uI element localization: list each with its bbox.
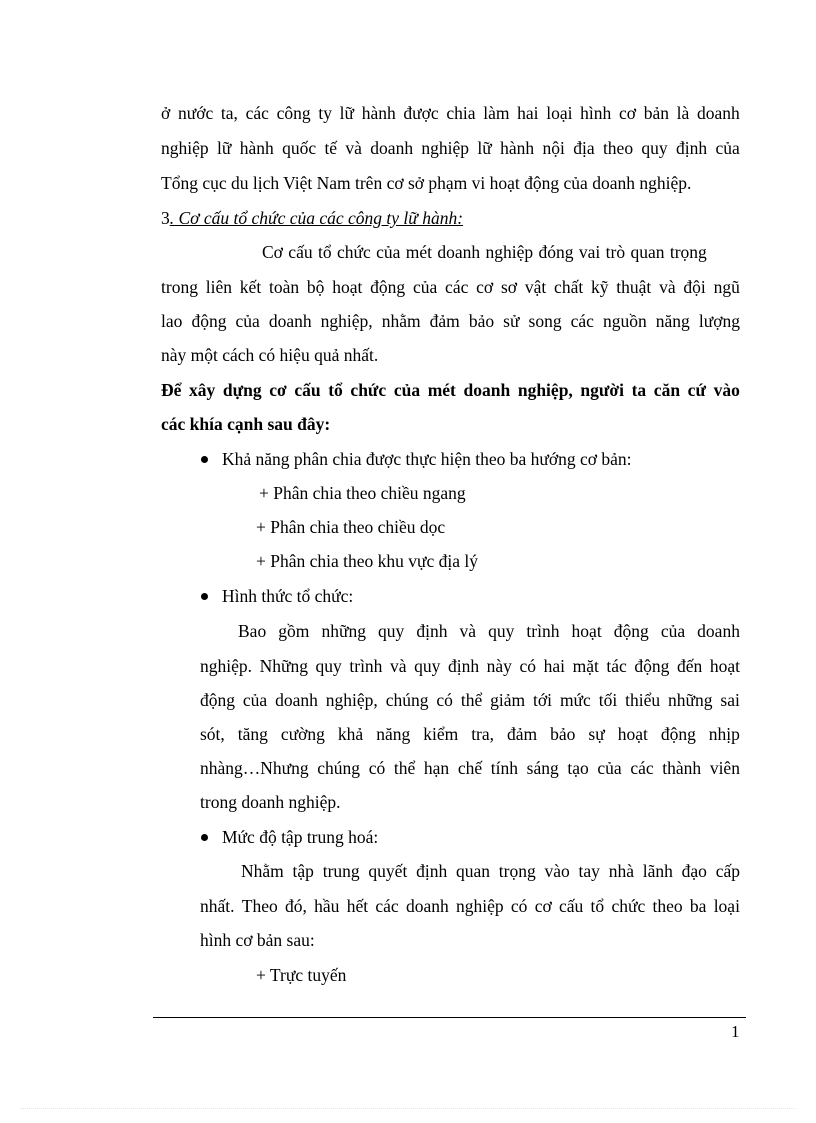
word: cấu	[294, 380, 321, 400]
word: nhằm	[381, 311, 421, 331]
word: song	[528, 311, 562, 331]
word: tổ	[590, 896, 605, 916]
footer-rule	[153, 1017, 746, 1018]
word: và	[659, 277, 676, 297]
word: tạo	[567, 758, 589, 778]
word: trong	[161, 277, 198, 297]
word: hoạt	[571, 621, 602, 641]
word: động	[200, 690, 235, 710]
word: người	[580, 380, 624, 400]
word: hoạt	[709, 656, 740, 676]
word: trình	[349, 656, 383, 676]
word: ta,	[220, 103, 238, 123]
word: Để	[161, 380, 182, 400]
para1-line1	[161, 102, 740, 124]
word: có	[510, 896, 528, 916]
word: doanh	[697, 621, 740, 641]
word: lữ	[216, 138, 232, 158]
word: sơ	[500, 277, 518, 297]
word: chúng	[385, 690, 429, 710]
word: kết	[239, 277, 262, 297]
word: sự	[588, 724, 605, 744]
word: hình	[580, 103, 612, 123]
word: liên	[205, 277, 232, 297]
word: những	[321, 621, 366, 641]
word: quyết	[368, 861, 408, 881]
word: định	[676, 138, 708, 158]
word: khả	[337, 724, 364, 744]
word: kỹ	[591, 277, 609, 297]
word: vào	[544, 861, 570, 881]
page-bottom-dotted-line	[20, 1108, 796, 1109]
bullet3-text: Mức độ tập trung hoá:	[222, 827, 379, 847]
word: có	[436, 690, 453, 710]
bullet-dot-1	[201, 456, 208, 463]
word: vật	[524, 277, 547, 297]
word: nghiệp.	[200, 656, 253, 676]
word: các	[245, 103, 269, 123]
word: đảm	[507, 724, 538, 744]
word: tính	[490, 758, 518, 778]
bullet2-text: Hình thức tổ chức:	[222, 586, 354, 606]
bullet2-line3	[200, 689, 740, 711]
word: cấp	[715, 861, 740, 881]
word: và	[345, 138, 362, 158]
word: động	[613, 621, 649, 641]
page-number: 1	[731, 1022, 740, 1041]
bullet3-line3: hình cơ bản sau:	[200, 930, 315, 950]
word: mức	[559, 690, 591, 710]
word: của	[715, 138, 740, 158]
bullet3-line1	[241, 860, 740, 882]
word: doanh	[370, 138, 414, 158]
word: tổ	[328, 380, 343, 400]
word: căn	[653, 380, 681, 400]
bullet3-line2	[200, 895, 740, 917]
word: chia	[446, 103, 476, 123]
word: tập	[292, 861, 314, 881]
word: của	[235, 311, 260, 331]
word: và	[459, 621, 477, 641]
word: hành	[500, 138, 535, 158]
word: định	[416, 621, 448, 641]
bullet2-line5	[200, 757, 740, 779]
para1-line2	[161, 137, 740, 159]
word: tối	[598, 690, 618, 710]
bullet2-line4	[200, 723, 740, 745]
word: sử	[503, 311, 520, 331]
word: động	[634, 656, 670, 676]
word: doanh	[405, 896, 449, 916]
word: được	[403, 103, 439, 123]
word: hoạt	[617, 724, 648, 744]
para2-line1: Cơ cấu tổ chức của mét doanh nghiệp đóng vai trò quan trọng	[262, 242, 707, 262]
word: ty	[318, 103, 332, 123]
word: nghiệp	[455, 896, 504, 916]
word: trung	[322, 861, 360, 881]
word: định	[447, 656, 480, 676]
word: chất	[554, 277, 584, 297]
word: của	[597, 758, 622, 778]
word: đến	[676, 656, 703, 676]
word: mặt	[572, 656, 599, 676]
section-heading	[161, 207, 463, 229]
word: hết	[346, 896, 369, 916]
word: theo	[602, 138, 634, 158]
word: viên	[709, 758, 740, 778]
word: quy	[641, 138, 668, 158]
word: doanh	[463, 380, 511, 400]
para2-line2	[161, 276, 740, 298]
word: hành	[239, 138, 274, 158]
word: nhà	[608, 861, 634, 881]
word: của	[660, 621, 686, 641]
word: loại	[546, 103, 573, 123]
word: sót,	[200, 724, 225, 744]
word: giảm	[490, 690, 526, 710]
word: động	[191, 311, 227, 331]
word: tăng	[237, 724, 268, 744]
word: quốc	[282, 138, 317, 158]
word: loại	[713, 896, 740, 916]
bullet-dot-3	[201, 834, 208, 841]
word: địa	[573, 138, 595, 158]
word: đó,	[285, 896, 307, 916]
word: ta	[631, 380, 647, 400]
word: định	[416, 861, 448, 881]
word: đạo	[681, 861, 707, 881]
word: doanh	[696, 103, 740, 123]
word: đội	[683, 277, 706, 297]
bullet-dot-2	[201, 593, 208, 600]
word: xây	[189, 380, 216, 400]
word: các	[375, 896, 399, 916]
word: quy	[315, 656, 342, 676]
word: doanh	[275, 690, 318, 710]
word: thiểu	[625, 690, 661, 710]
word: hoạt	[332, 277, 363, 297]
word: sai	[720, 690, 740, 710]
word: hạn	[423, 758, 450, 778]
word: mét	[427, 380, 456, 400]
word: ngũ	[713, 277, 740, 297]
word: nghiệp,	[320, 311, 373, 331]
word: lữ	[477, 138, 492, 158]
word: sáng	[526, 758, 559, 778]
word: động	[370, 277, 406, 297]
word: năng	[655, 311, 690, 331]
word: những	[668, 690, 713, 710]
word: lượng	[698, 311, 740, 331]
bullet2-line2	[200, 655, 740, 677]
word: kiểm	[423, 724, 459, 744]
word: công	[276, 103, 311, 123]
word: nghiệp,	[517, 380, 573, 400]
word: cường	[280, 724, 325, 744]
para1-line3: Tổng cục du lịch Việt Nam trên cơ sở phạm vi hoạt động của doanh nghiệp.	[161, 173, 692, 193]
bullet1-sub1: + Phân chia theo chiều ngang	[259, 483, 466, 503]
word: trọng	[498, 861, 536, 881]
word: hai	[543, 656, 566, 676]
word: của	[242, 690, 268, 710]
bullet1-sub2: + Phân chia theo chiều dọc	[256, 517, 446, 537]
word: năng	[376, 724, 411, 744]
word: theo	[652, 896, 683, 916]
section-heading-title: . Cơ cấu tổ chức của các công ty lữ hành:	[169, 208, 464, 228]
word: ở	[161, 103, 171, 123]
word: nội	[542, 138, 565, 158]
word: toàn	[268, 277, 300, 297]
word: quy	[488, 621, 515, 641]
word: nghiệp,	[325, 690, 378, 710]
word: cấu	[558, 896, 584, 916]
word: các	[630, 758, 654, 778]
word: ba	[689, 896, 707, 916]
word: bảo	[468, 311, 495, 331]
word: hành	[361, 103, 396, 123]
word: lao	[161, 311, 183, 331]
para2-line4: này một cách có hiệu quả nhất.	[161, 345, 379, 365]
word: và	[390, 656, 407, 676]
word: nghiệp	[161, 138, 209, 158]
word: này	[486, 656, 512, 676]
word: có	[368, 758, 386, 778]
section-heading-number: 3	[161, 208, 170, 228]
bold-para-line1	[161, 379, 740, 401]
word: làm	[483, 103, 510, 123]
bullet1-sub3: + Phân chia theo khu vực địa lý	[256, 551, 479, 571]
word: nhàng…Nhưng	[200, 758, 309, 778]
word: vào	[713, 380, 740, 400]
word: chức	[611, 896, 646, 916]
word: của	[393, 380, 421, 400]
word: doanh	[268, 311, 312, 331]
word: chức	[350, 380, 387, 400]
word: bộ	[306, 277, 325, 297]
word: tay	[578, 861, 600, 881]
bullet3-sub1: + Trực tuyến	[256, 965, 347, 985]
word: trình	[526, 621, 560, 641]
word: nhất.	[200, 896, 235, 916]
word: dựng	[222, 380, 262, 400]
word: có	[519, 656, 537, 676]
word: cơ	[269, 380, 287, 400]
word: tra,	[471, 724, 495, 744]
bullet1-text: Khả năng phân chia được thực hiện theo ba hướng cơ bản:	[222, 449, 632, 469]
word: quy	[378, 621, 405, 641]
word: Những	[259, 656, 308, 676]
word: bảo	[550, 724, 576, 744]
word: các	[445, 277, 469, 297]
word: thuật	[616, 277, 652, 297]
word: tế	[324, 138, 338, 158]
bullet2-line1	[238, 620, 740, 642]
word: cơ	[534, 896, 552, 916]
word: nguồn	[602, 311, 647, 331]
word: cơ	[618, 103, 636, 123]
word: tới	[533, 690, 553, 710]
word: động	[660, 724, 696, 744]
word: Theo	[241, 896, 278, 916]
word: gồm	[278, 621, 310, 641]
word: là	[676, 103, 690, 123]
word: Nhằm	[241, 861, 284, 881]
word: chế	[457, 758, 483, 778]
word: của	[412, 277, 438, 297]
word: quan	[455, 861, 490, 881]
word: lữ	[339, 103, 354, 123]
word: thể	[460, 690, 483, 710]
bullet2-line6: trong doanh nghiệp.	[200, 792, 341, 812]
word: tác	[606, 656, 627, 676]
para2-line3	[161, 310, 740, 332]
word: chúng	[317, 758, 361, 778]
word: lãnh	[642, 861, 673, 881]
word: các	[570, 311, 594, 331]
word: Bao	[238, 621, 267, 641]
word: nghiệp	[421, 138, 470, 158]
word: nhịp	[708, 724, 740, 744]
word: quy	[414, 656, 441, 676]
word: hai	[517, 103, 539, 123]
word: cứ	[687, 380, 706, 400]
word: bản	[643, 103, 669, 123]
word: đảm	[429, 311, 460, 331]
word: nước	[177, 103, 214, 123]
bold-para-line2: các khía cạnh sau đây:	[161, 414, 331, 434]
word: thể	[393, 758, 416, 778]
word: thành	[662, 758, 702, 778]
word: cơ	[476, 277, 494, 297]
word: hầu	[314, 896, 340, 916]
